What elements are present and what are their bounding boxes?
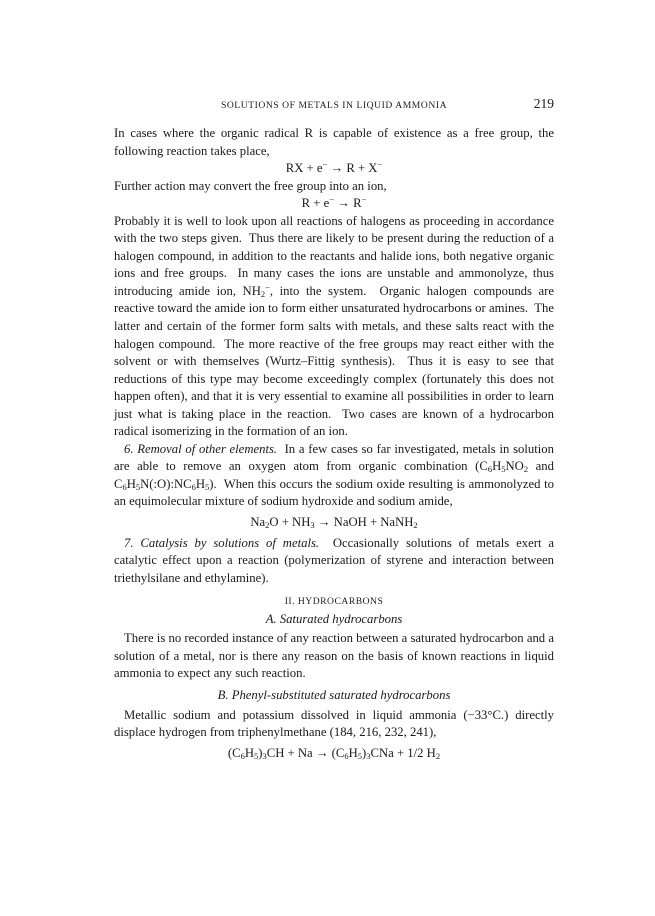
paragraph-saturated-hydrocarbons: There is no recorded instance of any reaction between a saturated hydrocarbon and a solution of a metal, nor is there any reason on the basis of known reactions in liquid ammonia to expect any such reaction. — [114, 631, 558, 681]
subhead-phenyl-substituted: B. Phenyl-substituted saturated hydrocarbons — [217, 687, 451, 702]
paragraph-intro: In cases where the organic radical R is capable of existence as a free group, the following reaction takes place, — [114, 126, 558, 158]
paragraph-removal-of-elements: 6. Removal of other elements. In a few cases so far investigated, metals in solution are able to remove an oxygen atom from organic combination ($C_6H_5NO_2$ and $C_6H_5N(:O):NC_6H_5$). When this occurs the sodium oxide resulting is ammonolyzed to an equimolecular mixture of sodium hydroxide and sodium amide, — [114, 441, 558, 509]
paragraph-triphenylmethane: Metallic sodium and potassium dissolved in liquid ammonia (−33°C.) directly displace hydrogen from triphenylmethane (184, 216, 232, 241), — [114, 707, 558, 740]
section-title-hydrocarbons: II. HYDROCARBONS — [284, 596, 384, 608]
paragraph-catalysis: 7. Catalysis by solutions of metals. Occasionally solutions of metals exert a catalytic effect upon a reaction (polymerization of styrene and interaction between triethylsilane and ethylamine). — [114, 535, 558, 585]
equation-radical-formation: RX + e− → R + X− — [285, 159, 383, 176]
equation-ion-formation: R + e− → R− — [301, 194, 367, 211]
section-7-heading: 7. Catalysis by solutions of metals. — [124, 535, 320, 550]
section-6-heading: 6. Removal of other elements. — [124, 441, 278, 456]
subhead-saturated-hydrocarbons: A. Saturated hydrocarbons — [265, 611, 403, 626]
page-number: 219 — [533, 96, 554, 111]
paragraph-halogen-reactions: Probably it is well to look upon all reactions of halogens as proceeding in accordance with the two steps given. Thus there are likely to be present during the reduction of a halogen compound, in addition to the reactants and halide ions, both negative organic ions and free groups. In many cases the ions are unstable and ammonolyze, thus introducing amide ion, $NH_2^-$, into the system. Organic halogen compounds are reactive toward the amide ion to form either unsaturated hydrocarbons or amines. The latter and certain of the former form salts with metals, and these salts react with the halogen compound. The more reactive of the free groups may react either with the solvent or with themselves (Wurtz–Fittig synthesis). Thus it is easy to see that reductions of this type may become exceedingly complex (fortunately this does not happen often), and that it is very essential to examine all possibilities in order to learn just what is taking place in the reaction. Two cases are known of a hydrocarbon radical isomerizing in the formation of an ion. — [114, 213, 558, 439]
page-header — [114, 95, 554, 115]
running-head: SOLUTIONS OF METALS IN LIQUID AMMONIA — [220, 100, 448, 111]
equation-triphenylmethane: $(C_6H_5)_3CH + Na \to (C_6H_5)_3CNa + 1/2$ $H_2$ — [227, 745, 441, 761]
paragraph-further-action: Further action may convert the free group into an ion, — [114, 178, 387, 193]
equation-sodium-oxide: $Na_2O + NH_3$ → NaOH + NaNH$_2$ — [250, 515, 418, 531]
page-content — [114, 95, 558, 762]
